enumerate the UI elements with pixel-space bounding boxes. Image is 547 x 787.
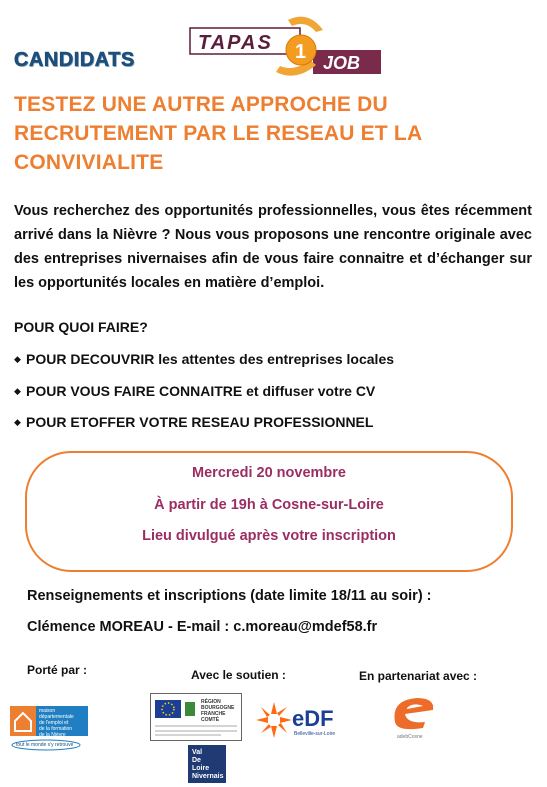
headline [14, 90, 534, 177]
logo-number-text: 1 [295, 41, 307, 63]
purpose-bullet-3: ◆ POUR ETOFFER VOTRE RESEAU PROFESSIONNEL [14, 414, 374, 430]
headline-line-2: RECRUTEMENT PAR LE RESEAU ET LA [14, 122, 423, 145]
contact-person: Clémence MOREAU - E-mail : c.moreau@mdef58.fr [27, 619, 378, 635]
tapas-1-job-logo [188, 10, 383, 80]
adeb-subtitle: adebCosne [397, 734, 423, 740]
mdef-tagline: tout le monde s'y retrouve [16, 742, 74, 748]
partenariat-label: En partenariat avec : [359, 669, 478, 683]
porte-par-label: Porté par : [27, 663, 88, 677]
purpose-bullet-2: ◆ POUR VOUS FAIRE CONNAITRE et diffuser votre CV [14, 383, 376, 399]
logo-job-text: JOB [323, 53, 361, 73]
soutien-label: Avec le soutien : [191, 668, 286, 682]
edf-sun-icon [254, 700, 294, 740]
headline-line-1: TESTEZ UNE AUTRE APPROCHE DU [14, 93, 388, 116]
event-time-place: À partir de 19h à Cosne-sur-Loire [154, 497, 384, 513]
headline-line-3: CONVIVIALITE [14, 151, 164, 174]
candidats-heading: CANDIDATS [14, 49, 135, 71]
adeb-cosne-logo [387, 692, 453, 742]
edf-logo [254, 700, 350, 742]
diamond-bullet-icon: ◆ [14, 386, 21, 396]
val-de-loire-logo: Val De Loire Nivernais [188, 745, 226, 783]
diamond-bullet-icon: ◆ [14, 354, 21, 364]
event-date: Mercredi 20 novembre [192, 465, 346, 481]
contact-info: Renseignements et inscriptions (date limite 18/11 au soir) : [27, 588, 432, 604]
adeb-e-icon [387, 692, 453, 734]
purpose-title: POUR QUOI FAIRE? [14, 319, 148, 335]
diamond-bullet-icon: ◆ [14, 417, 21, 427]
purpose-bullet-1: ◆ POUR DECOUVRIR les attentes des entreprises locales [14, 351, 395, 367]
event-venue: Lieu divulgué après votre inscription [142, 528, 396, 544]
edf-wordmark: eDF [292, 706, 334, 731]
edf-subtitle: Belleville-sur-Loire [294, 731, 336, 737]
logo-tapas-text: TAPAS [198, 32, 273, 54]
mdef-logo: maison départementale de l'emploi et de la formation de la Nièvre tout le monde s'y retrouve [10, 703, 92, 751]
intro-paragraph: Vous recherchez des opportunités professionnelles, vous êtes récemment arrivé dans la Nièvre ? Nous vous proposons une rencontre originale avec des entreprises nivernaises afin de vous faire connaitre et d’échanger sur les opportunités locales en matière d’emploi. [14, 203, 532, 291]
region-eu-logo: RÉGION BOURGOGNE FRANCHE COMTÉ [150, 693, 242, 741]
